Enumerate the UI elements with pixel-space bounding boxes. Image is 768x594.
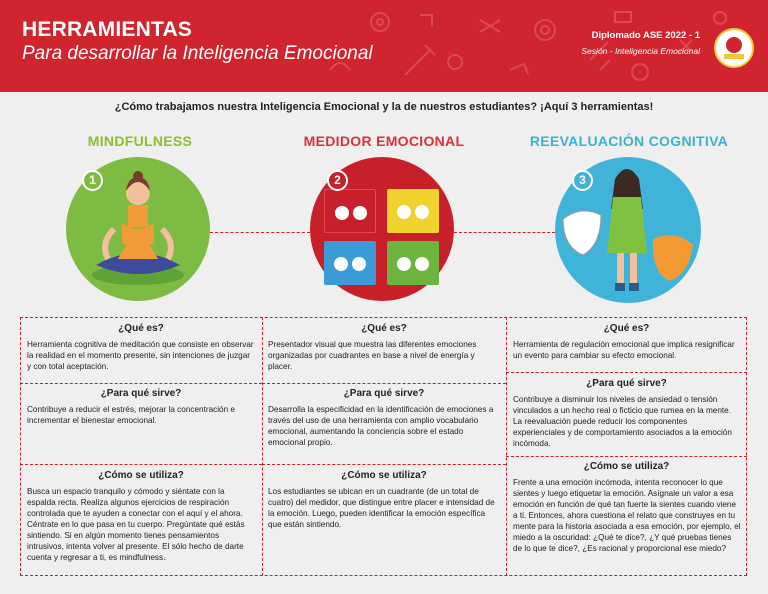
mindfulness-que-es-text: Herramienta cognitiva de meditación que consiste en observar la realidad en el momento presente, sin intenciones de juzgar y con total aceptación. <box>27 340 254 371</box>
section-heading-como: ¿Cómo se utiliza? <box>583 461 670 472</box>
mindfulness-como-text: Busca un espacio tranquilo y cómodo y siéntate con la espalda recta. Realiza algunos ejercicios de respiración controlada que te ayuden a conectar con el aquí y el ahora. Céntrate en lo que pasa en tu cuerpo. Pregúntate qué estás sintiendo. Si en algún momento tienes pensamientos intrusivos, intenta volver al presente. El sólo hecho de darte cuenta y regresar a ti, es mindfulness. <box>27 487 245 562</box>
section-heading-para-que: ¿Para qué sirve? <box>100 388 182 399</box>
section-heading-que-es: ¿Qué es? <box>603 323 650 334</box>
quadrant-green <box>387 241 439 285</box>
reevaluacion-como-text: Frente a una emoción incómoda, intenta reconocer lo que sientes y luego etiquetar la emoción. Asígnale un valor a esa emoción en función de qué tan fuerte la sientes cuando viene a ti. Entonces, ahora cuestiona el relato que construyes en tu mente para la historia asociada a esa emoción, por ejemplo, el miedo a la oscuridad: ¿Qué te dice?, ¿Y qué pruebas tienes de lo que te dice?, ¿Es racional y proporcional ese miedo? <box>513 478 741 553</box>
happy-face-icon <box>397 205 411 219</box>
section-heading-como: ¿Cómo se utiliza? <box>98 470 184 481</box>
quadrant-yellow <box>387 189 439 233</box>
angry-face-icon <box>335 206 349 220</box>
section-heading-como: ¿Cómo se utiliza? <box>341 470 427 481</box>
mindfulness-para-que-text: Contribuye a reducir el estrés, mejorar la concentración e incrementar el bienestar emocional. <box>27 405 235 425</box>
section-heading-que-es: ¿Qué es? <box>118 323 164 334</box>
medidor-como-text: Los estudiantes se ubican en un cuadrante (de un total de cuatro) del medidor, que distingue entre placer e intensidad de la emoción. Luego, pueden identificar la emoción específica que están sintiendo. <box>268 487 495 529</box>
session-name: Sesión - Inteligencia Emocional <box>581 46 700 56</box>
tool-title-medidor: MEDIDOR EMOCIONAL <box>303 133 465 149</box>
happy-face-icon <box>415 205 429 219</box>
reevaluacion-para-que-text: Contribuye a disminuir los niveles de ansiedad o tensión vinculados a un hecho real o ficticio que rumea en la mente. La reevaluación puede reducir los componentes experienciales y de comportamiento asociados a la emoción incómoda. <box>513 395 732 448</box>
tool-title-reevaluacion: REEVALUACIÓN COGNITIVA <box>529 133 729 149</box>
header-banner <box>0 0 768 92</box>
row-divider <box>262 383 506 384</box>
section-heading-para-que: ¿Para qué sirve? <box>343 388 425 399</box>
column-divider <box>506 317 507 576</box>
intro-question: ¿Cómo trabajamos nuestra Inteligencia Emocional y la de nuestros estudiantes? ¡Aquí 3 herramientas! <box>114 101 654 113</box>
row-divider <box>262 464 506 465</box>
medidor-para-que-text: Desarrolla la especificidad en la identificación de emociones a través del uso de una herramienta con amplio vocabulario emocional, aumentando la conciencia sobre el estado emocional propio. <box>268 405 494 447</box>
step-number-3: 3 <box>572 170 593 191</box>
quadrant-red <box>324 189 376 233</box>
section-heading-para-que: ¿Para qué sirve? <box>586 378 667 389</box>
tool-title-mindfulness: MINDFULNESS <box>87 133 193 149</box>
page-title: HERRAMIENTAS <box>22 18 193 41</box>
reevaluacion-que-es-text: Herramienta de regulación emocional que implica resignificar un evento para cambiar su efecto emocional. <box>513 340 735 360</box>
connector-line <box>454 232 555 233</box>
page-subtitle: Para desarrollar la Inteligencia Emocional <box>22 43 373 64</box>
section-heading-que-es: ¿Qué es? <box>361 323 407 334</box>
calm-face-icon <box>415 257 429 271</box>
row-divider <box>506 372 747 373</box>
quadrant-blue <box>324 241 376 285</box>
medidor-que-es-text: Presentador visual que muestra las diferentes emociones organizadas por cuadrantes en base a nivel de energía y placer. <box>268 340 477 371</box>
column-divider <box>262 317 263 576</box>
row-divider <box>20 383 262 384</box>
connector-line <box>210 232 310 233</box>
step-number-1: 1 <box>82 170 103 191</box>
step-number-2: 2 <box>327 170 348 191</box>
angry-face-icon <box>353 206 367 220</box>
row-divider <box>506 456 747 457</box>
calm-face-icon <box>397 257 411 271</box>
row-divider <box>20 464 262 465</box>
sad-face-icon <box>334 257 348 271</box>
course-name: Diplomado ASE 2022 - 1 <box>591 30 700 41</box>
sad-face-icon <box>352 257 366 271</box>
program-logo <box>714 28 754 68</box>
